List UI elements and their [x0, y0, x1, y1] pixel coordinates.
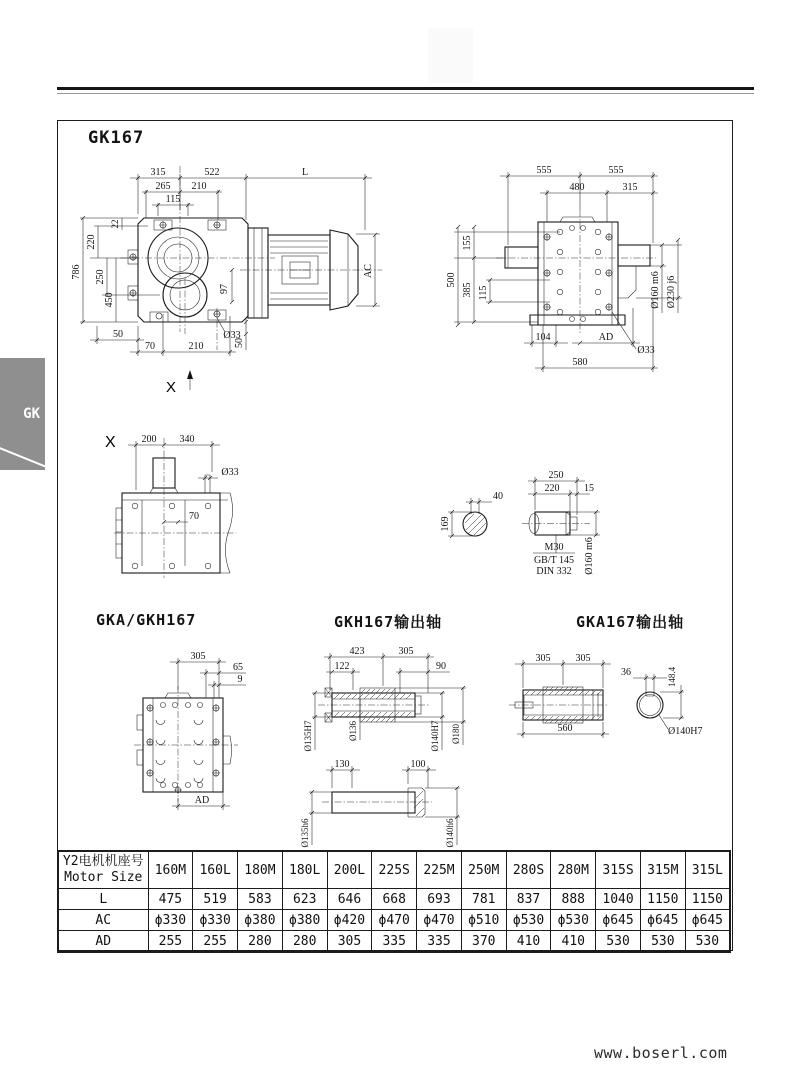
side-view-geometry — [496, 210, 656, 335]
gkh-output-shaft-drawing — [290, 640, 480, 860]
dim-label: 522 — [204, 167, 220, 178]
table-row-L — [58, 889, 730, 910]
dim-label: 555 — [536, 165, 552, 176]
header-en: Motor Size — [64, 870, 143, 885]
thread-note: M30 — [544, 542, 564, 553]
x-view-drawing — [90, 420, 270, 585]
dim-label: Ø33 — [637, 345, 655, 356]
side-view-drawing — [440, 150, 730, 380]
col-header: 280S — [506, 851, 551, 889]
cell: 623 — [282, 889, 327, 910]
dim-label: 220 — [544, 483, 560, 494]
dim-label: 70 — [145, 341, 155, 352]
cell: ϕ380 — [282, 910, 327, 931]
dim-label: 200 — [141, 434, 157, 445]
shaft-section-geometry — [463, 498, 590, 536]
x-view-geometry — [114, 438, 239, 578]
cell: 335 — [417, 931, 462, 953]
dim-label: 148.4 — [667, 666, 677, 688]
dim-label: 97 — [219, 284, 230, 294]
shaft-section-drawing — [430, 460, 700, 590]
dim-label: Ø140h6 — [445, 818, 455, 848]
cell: 1040 — [596, 889, 641, 910]
side-tab-label: GK — [23, 406, 40, 422]
dim-label: Ø33 — [223, 330, 241, 341]
col-header: 180L — [282, 851, 327, 889]
header-cn: Y2电机机座号 — [62, 854, 144, 869]
dim-label: 130 — [334, 759, 350, 770]
dim-label: 65 — [233, 662, 243, 673]
col-header: 315S — [596, 851, 641, 889]
cell: ϕ645 — [685, 910, 730, 931]
top-rule-thin — [57, 93, 754, 94]
table-corner-cell — [58, 851, 148, 889]
cell: 530 — [596, 931, 641, 953]
dim-label: 50 — [113, 329, 123, 340]
cell: 335 — [372, 931, 417, 953]
dim-label: 220 — [86, 234, 97, 250]
gkh-shaft-geometry — [318, 688, 432, 817]
dim-label: 340 — [179, 434, 195, 445]
front-view-geometry — [120, 166, 382, 350]
x-view-dimensions — [128, 434, 239, 524]
cell: 530 — [640, 931, 685, 953]
dim-label: 250 — [548, 470, 564, 481]
dim-label: 210 — [188, 341, 204, 352]
side-view-dimensions — [446, 165, 682, 372]
table-header-row — [58, 851, 730, 889]
col-header: 160M — [148, 851, 193, 889]
dim-label: 70 — [189, 511, 199, 522]
cell: 255 — [148, 931, 193, 953]
cell: ϕ470 — [417, 910, 462, 931]
gka-gkh-dimensions — [170, 651, 246, 810]
cell: ϕ470 — [372, 910, 417, 931]
dim-label: 305 — [190, 651, 206, 662]
dim-label: AD — [194, 795, 210, 806]
dim-label: Ø160 m6 — [650, 271, 661, 309]
col-header: 160L — [193, 851, 238, 889]
cell: 410 — [506, 931, 551, 953]
dim-label: AC — [363, 264, 374, 278]
dim-label: 122 — [334, 661, 350, 672]
col-header: 200L — [327, 851, 372, 889]
x-direction-arrow — [187, 370, 193, 379]
col-header: 280M — [551, 851, 596, 889]
dim-label: 786 — [71, 264, 82, 280]
front-view-drawing — [60, 150, 440, 395]
dim-label: Ø135h6 — [300, 818, 310, 848]
cell: 781 — [461, 889, 506, 910]
x-direction-label: X — [166, 379, 177, 396]
table-row-AC — [58, 910, 730, 931]
dim-label: 90 — [436, 661, 446, 672]
top-rule-thick — [57, 87, 754, 90]
row-label: AC — [58, 910, 148, 931]
dim-label: 315 — [150, 167, 166, 178]
row-label: L — [58, 889, 148, 910]
dim-label: Ø230 j6 — [666, 275, 677, 309]
cell: 583 — [238, 889, 283, 910]
cell: ϕ330 — [148, 910, 193, 931]
dim-label: 265 — [155, 181, 171, 192]
dim-label: Ø136 — [348, 721, 358, 741]
standard-note: GB/T 145 — [533, 555, 575, 566]
cell: 646 — [327, 889, 372, 910]
cell: 888 — [551, 889, 596, 910]
gka-gkh-title: GKA/GKH167 — [96, 611, 197, 629]
dim-label: Ø140H7 — [430, 720, 440, 752]
cell: 255 — [193, 931, 238, 953]
cell: 668 — [372, 889, 417, 910]
cell: 1150 — [685, 889, 730, 910]
cell: ϕ330 — [193, 910, 238, 931]
dim-label: 555 — [608, 165, 624, 176]
cell: ϕ645 — [640, 910, 685, 931]
cell: 475 — [148, 889, 193, 910]
dim-label: 22 — [110, 219, 120, 229]
cell: ϕ380 — [238, 910, 283, 931]
watermark — [428, 28, 473, 83]
dim-label: 385 — [462, 282, 473, 298]
dim-label: 155 — [462, 235, 473, 251]
website-url: www.boserl.com — [594, 1044, 728, 1062]
cell: ϕ645 — [596, 910, 641, 931]
dim-label: Ø33 — [221, 467, 239, 478]
dim-label: 250 — [95, 269, 106, 285]
dim-label: L — [301, 167, 309, 178]
dim-label: 104 — [535, 332, 551, 343]
col-header: 225M — [417, 851, 462, 889]
dim-label: Ø160 m6 — [584, 537, 595, 575]
cell: ϕ530 — [551, 910, 596, 931]
dim-label: 305 — [575, 653, 591, 664]
cell: ϕ510 — [461, 910, 506, 931]
dim-label: 500 — [446, 272, 457, 288]
dim-label: 560 — [557, 723, 573, 734]
cell: 519 — [193, 889, 238, 910]
dim-label: 315 — [622, 182, 638, 193]
cell: ϕ420 — [327, 910, 372, 931]
cell: 280 — [282, 931, 327, 953]
gkh-shaft-title: GKH167输出轴 — [334, 613, 443, 631]
gka-shaft-title: GKA167输出轴 — [576, 613, 685, 631]
dim-label: 115 — [165, 194, 181, 205]
cell: 837 — [506, 889, 551, 910]
dim-label: 9 — [237, 674, 243, 685]
front-view-dimensions — [71, 167, 380, 396]
dim-label: 40 — [493, 491, 503, 502]
row-label: AD — [58, 931, 148, 953]
dim-label: 423 — [349, 646, 365, 657]
gka-shaft-geometry — [509, 687, 663, 723]
dim-label: AD — [598, 332, 614, 343]
cell: 530 — [685, 931, 730, 953]
dim-label: 305 — [398, 646, 414, 657]
dim-label: Ø140H7 — [668, 726, 703, 737]
cell: 410 — [551, 931, 596, 953]
side-tab-diagonal — [0, 446, 46, 467]
page-title: GK167 — [88, 128, 145, 148]
dim-label: 115 — [478, 285, 489, 301]
cell: ϕ530 — [506, 910, 551, 931]
gkh-shaft-dimensions — [300, 646, 466, 848]
motor-size-table — [57, 850, 731, 953]
dim-label: Ø180 — [451, 724, 461, 744]
gka-gkh-drawing — [90, 640, 260, 820]
cell: 693 — [417, 889, 462, 910]
col-header: 315L — [685, 851, 730, 889]
col-header: 315M — [640, 851, 685, 889]
col-header: 250M — [461, 851, 506, 889]
dim-label: 169 — [440, 516, 451, 532]
dim-label: 210 — [191, 181, 207, 192]
cell: 305 — [327, 931, 372, 953]
dim-label: 100 — [410, 759, 426, 770]
dim-label: Ø135H7 — [303, 720, 313, 752]
dim-label: 480 — [569, 182, 585, 193]
gka-output-shaft-drawing — [505, 645, 715, 745]
standard-note: DIN 332 — [536, 566, 572, 577]
col-header: 225S — [372, 851, 417, 889]
cell: 1150 — [640, 889, 685, 910]
x-view-label: X — [105, 434, 116, 451]
table-row-AD — [58, 931, 730, 953]
dim-label: 305 — [535, 653, 551, 664]
cell: 370 — [461, 931, 506, 953]
gka-gkh-geometry — [134, 686, 238, 802]
col-header: 180M — [238, 851, 283, 889]
dim-label: 450 — [104, 292, 115, 308]
cell: 280 — [238, 931, 283, 953]
side-tab-gk — [0, 358, 45, 470]
dim-label: 15 — [584, 483, 594, 494]
dim-label: 36 — [621, 667, 631, 678]
dim-label: 50 — [234, 338, 245, 348]
dim-label: 580 — [572, 357, 588, 368]
